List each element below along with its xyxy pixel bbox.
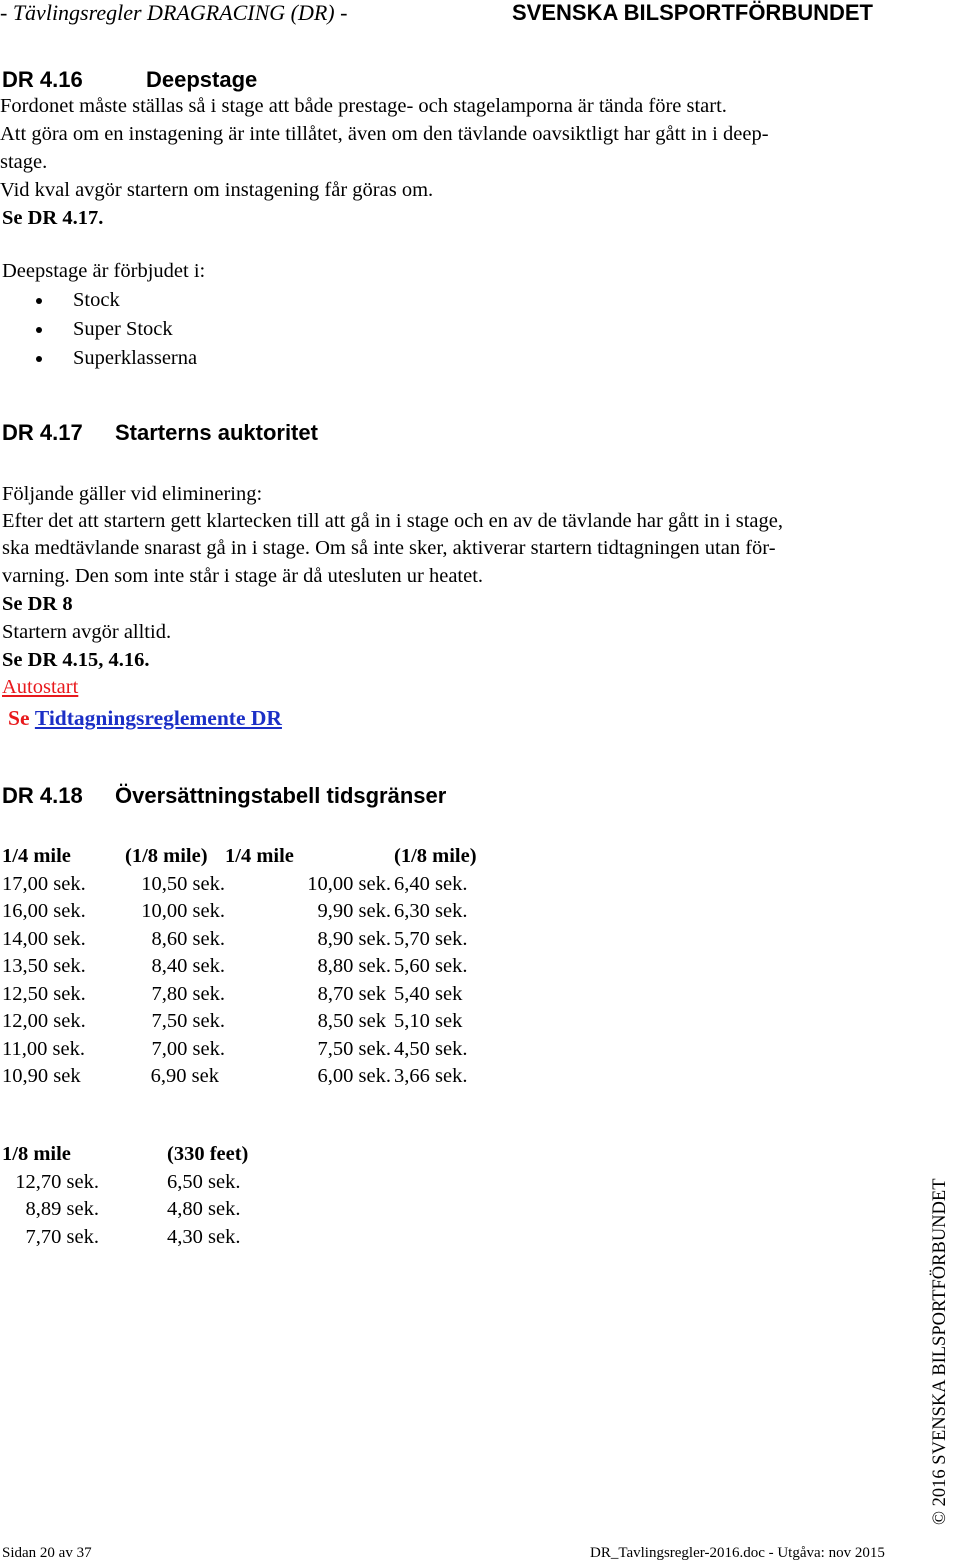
section-number-416: DR 4.16	[2, 67, 83, 92]
table-row: 10,90 sek 6,90 sek 6,00 sek. 3,66 sek.	[2, 1065, 468, 1087]
table-row: 12,70 sek. 6,50 sek.	[15, 1170, 241, 1193]
table-row: 7,70 sek. 4,30 sek.	[25, 1225, 241, 1248]
list-item: Superklasserna	[0, 344, 197, 373]
column-header: (1/8 mile)	[125, 845, 208, 867]
table-row: 14,00 sek. 8,60 sek. 8,90 sek. 5,70 sek.	[2, 927, 468, 950]
forbidden-class-list	[0, 286, 197, 373]
bullet-icon	[36, 327, 42, 333]
section-number-418: DR 4.18	[2, 783, 83, 808]
section-title-418: Översättningstabell tidsgränser	[115, 783, 447, 808]
s417-line4: varning. Den som inte står i stage är då utesluten ur heatet.	[2, 565, 484, 587]
column-header: 1/8 mile	[2, 1143, 71, 1165]
table-row: 8,89 sek. 4,80 sek.	[25, 1198, 241, 1220]
column-header: 1/4 mile	[2, 845, 71, 867]
list-item: Super Stock	[0, 315, 197, 344]
column-header: (330 feet)	[167, 1143, 249, 1165]
section-number-417: DR 4.17	[2, 420, 83, 445]
short-distance-table	[2, 1141, 265, 1251]
s416-line3: stage.	[0, 151, 48, 173]
s416-line1: Fordonet måste ställas så i stage att både prestage- och stagelamporna är tända före start.	[0, 95, 727, 117]
s416-line4: Vid kval avgör startern om instagening får göras om.	[0, 179, 434, 201]
document-info: DR_Tavlingsregler-2016.doc - Utgåva: nov 2015	[590, 1545, 885, 1561]
section-title-417: Starterns auktoritet	[115, 420, 318, 445]
se-label: Se	[8, 706, 30, 730]
section-title-416: Deepstage	[146, 67, 258, 92]
table-row: 12,50 sek. 7,80 sek. 8,70 sek 5,40 sek	[2, 982, 463, 1005]
timing-rules-link[interactable]: Tidtagningsreglemente DR	[34, 706, 282, 730]
s417-reference-1: Se DR 8	[2, 593, 73, 615]
list-item: Stock	[0, 286, 197, 315]
table-row: 16,00 sek. 10,00 sek. 9,90 sek. 6,30 sek.	[2, 900, 468, 922]
table-row: 11,00 sek. 7,00 sek. 7,50 sek. 4,50 sek.	[2, 1037, 468, 1060]
s416-reference: Se DR 4.17.	[2, 207, 104, 229]
header-left: - Tävlingsregler DRAGRACING (DR) -	[0, 0, 348, 25]
time-conversion-table	[2, 843, 501, 1091]
column-header: (1/8 mile)	[394, 845, 477, 867]
s417-line2: Efter det att startern gett klartecken till att gå in i stage och en av de tävlande har gått in i stage,	[2, 510, 783, 532]
column-header: 1/4 mile	[225, 845, 294, 867]
table-row: 13,50 sek. 8,40 sek. 8,80 sek. 5,60 sek.	[2, 955, 468, 977]
s417-reference-2: Se DR 4.15, 4.16.	[2, 649, 150, 671]
bullet-icon	[36, 356, 42, 362]
autostart-link[interactable]: Autostart	[2, 676, 79, 698]
bullet-icon	[36, 298, 42, 304]
s416-line2: Att göra om en instagening är inte tillåtet, även om den tävlande oavsiktligt har gått in i deep-	[0, 123, 769, 145]
s417-line1: Följande gäller vid eliminering:	[2, 483, 263, 505]
table-header-row	[2, 1141, 265, 1169]
table-header-row	[2, 843, 501, 871]
copyright-vertical: © 2016 SVENSKA BILSPORTFÖRBUNDET	[930, 1178, 950, 1525]
page-number: Sidan 20 av 37	[2, 1545, 92, 1561]
header-right: SVENSKA BILSPORTFÖRBUNDET	[512, 0, 873, 25]
s417-line3: ska medtävlande snarast gå in i stage. Om så inte sker, aktiverar startern tidtagningen utan för-	[2, 537, 776, 559]
s417-line5: Startern avgör alltid.	[2, 621, 172, 643]
s416-forbidden-intro: Deepstage är förbjudet i:	[2, 260, 206, 282]
table-row: 17,00 sek. 10,50 sek. 10,00 sek. 6,40 sek.	[2, 872, 468, 895]
timing-rules-reference	[8, 705, 282, 732]
table-row: 12,00 sek. 7,50 sek. 8,50 sek 5,10 sek	[2, 1010, 463, 1032]
